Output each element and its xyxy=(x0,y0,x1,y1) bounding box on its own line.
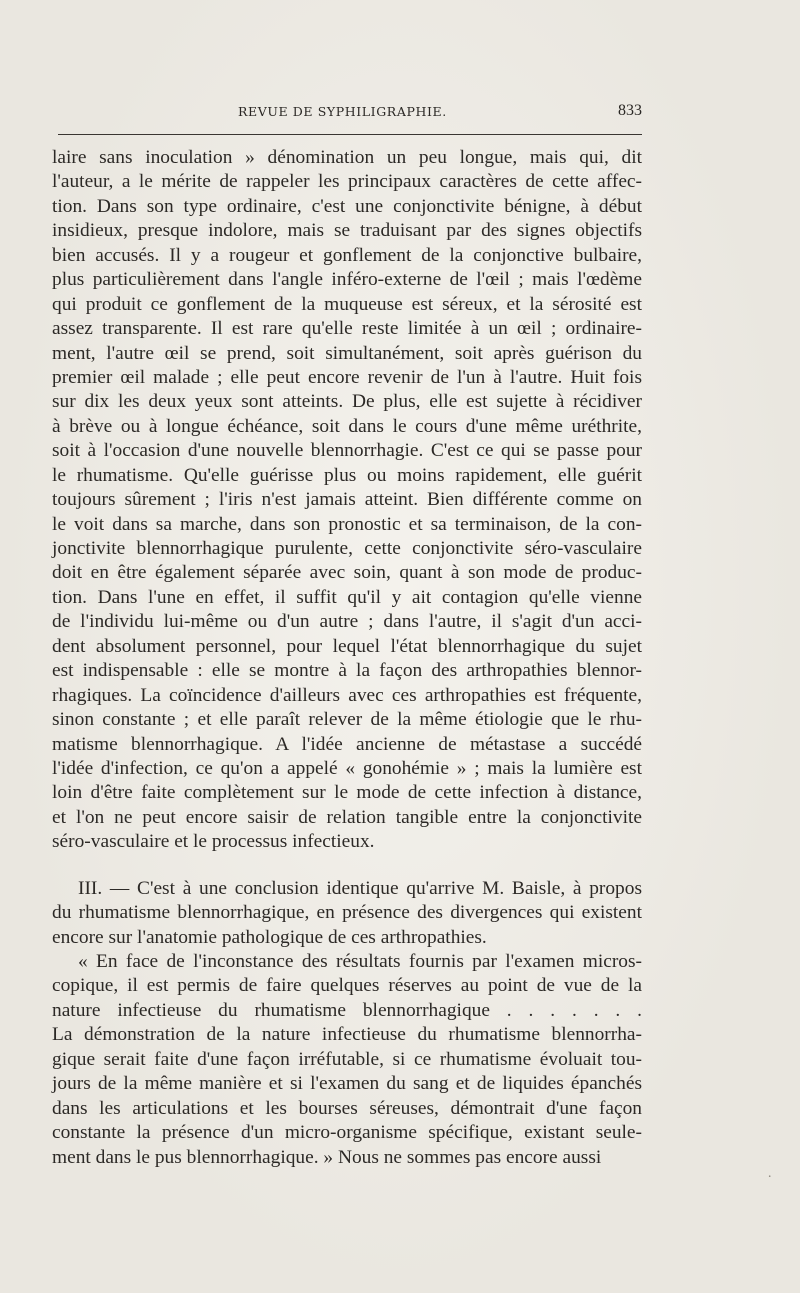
text-line: l'idée d'infection, ce qu'on a appelé « gonohémie » ; mais la lumière est xyxy=(52,757,642,779)
text-line: qui produit ce gonflement de la muqueuse est séreux, et la sérosité est xyxy=(52,293,642,315)
text-line: gique serait faite d'une façon irréfutable, si ce rhumatisme évoluait tou- xyxy=(52,1048,642,1070)
text-line: jours de la même manière et si l'examen du sang et de liquides épanchés xyxy=(52,1073,642,1095)
text-line: insidieux, presque indolore, mais se traduisant par des signes objectifs xyxy=(52,220,642,242)
text-line: assez transparente. Il est rare qu'elle reste limitée à un œil ; ordinaire- xyxy=(52,318,642,340)
text-line: ment dans le pus blennorrhagique. » Nous ne sommes pas encore aussi xyxy=(52,1146,602,1168)
text-line: le rhumatisme. Qu'elle guérisse plus ou moins rapidement, elle guérit xyxy=(52,464,642,486)
text-line: dent absolument personnel, pour lequel l'état blennorrhagique du sujet xyxy=(52,635,642,657)
text-line: sinon constante ; et elle paraît relever de la même étiologie que le rhu- xyxy=(52,709,642,731)
text-line: est indispensable : elle se montre à la façon des arthropathies blennor- xyxy=(52,660,642,682)
text-line: tion. Dans son type ordinaire, c'est une conjonctivite bénigne, à début xyxy=(52,195,642,217)
text-line: « En face de l'inconstance des résultats fournis par l'examen micros- xyxy=(78,951,642,972)
text-line: de l'individu lui-même ou d'un autre ; dans l'autre, il s'agit d'un acci- xyxy=(52,611,642,633)
text-line: III. — C'est à une conclusion identique qu'arrive M. Baisle, à propos xyxy=(78,877,642,899)
text-line: tion. Dans l'une en effet, il suffit qu'il y ait contagion qu'elle vienne xyxy=(52,586,642,608)
text-line: La démonstration de la nature infectieuse du rhumatisme blennorrha- xyxy=(52,1024,642,1046)
paragraph-conjunctivitis xyxy=(52,146,642,855)
text-line: copique, il est permis de faire quelques réserves au point de vue de la xyxy=(52,975,642,997)
header-rule xyxy=(58,134,642,135)
running-head xyxy=(52,104,642,126)
text-line: toujours sûrement ; l'iris n'est jamais atteint. Bien différente comme on xyxy=(52,489,642,511)
text-line: loin d'être faite complètement sur le mode de cette infection à distance, xyxy=(52,782,642,804)
text-line: encore sur l'anatomie pathologique de ces arthropathies. xyxy=(52,926,487,948)
text-line: rhagiques. La coïncidence d'ailleurs avec ces arthropathies est fréquente, xyxy=(52,684,642,706)
text-line: premier œil malade ; elle peut encore revenir de l'un à l'autre. Huit fois xyxy=(52,366,642,388)
paragraph-section-iii xyxy=(52,877,642,950)
text-line: jonctivite blennorrhagique purulente, cette conjonctivite séro-vasculaire xyxy=(52,538,642,559)
text-line: ment, l'autre œil se prend, soit simultanément, soit après guérison du xyxy=(52,342,642,364)
text-line: constante la présence d'un micro-organisme spécifique, existant seule- xyxy=(52,1122,642,1144)
text-line: bien accusés. Il y a rougeur et gonflement de la conjonctive bulbaire, xyxy=(52,244,642,266)
text-line: l'auteur, a le mérite de rappeler les principaux caractères de cette affec- xyxy=(52,171,642,193)
text-line: à brève ou à longue échéance, soit dans le cours d'une même uréthrite, xyxy=(52,415,642,437)
paragraph-gap xyxy=(52,855,642,877)
page-number: 833 xyxy=(618,102,642,119)
text-line: séro-vasculaire et le processus infectieux. xyxy=(52,831,375,853)
running-title: REVUE DE SYPHILIGRAPHIE. xyxy=(238,104,447,119)
body-text xyxy=(52,146,642,1170)
text-line: soit à l'occasion d'une nouvelle blennorrhagie. C'est ce qui se passe pour xyxy=(52,440,642,462)
text-line: doit en être également séparée avec soin, quant à son mode de produc- xyxy=(52,562,642,584)
text-line: matisme blennorrhagique. A l'idée ancienne de métastase a succédé xyxy=(52,733,642,755)
text-line: nature infectieuse du rhumatisme blennorrhagique . . . . . . . xyxy=(52,999,642,1021)
text-line: le voit dans sa marche, dans son pronostic et sa terminaison, de la con- xyxy=(52,513,642,535)
text-line: et l'on ne peut encore saisir de relation tangible entre la conjonctivite xyxy=(52,806,642,828)
text-line: plus particulièrement dans l'angle inféro-externe de l'œil ; mais l'œdème xyxy=(52,269,642,291)
text-line: dans les articulations et les bourses séreuses, démontrait d'une façon xyxy=(52,1097,642,1119)
text-line: sur dix les deux yeux sont atteints. De plus, elle est sujette à récidiver xyxy=(52,391,642,413)
margin-mark: · xyxy=(767,1170,772,1185)
paragraph-quotation xyxy=(52,950,642,1170)
text-line: laire sans inoculation » dénomination un peu longue, mais qui, dit xyxy=(52,147,642,168)
text-line: du rhumatisme blennorrhagique, en présence des divergences qui existent xyxy=(52,902,642,924)
